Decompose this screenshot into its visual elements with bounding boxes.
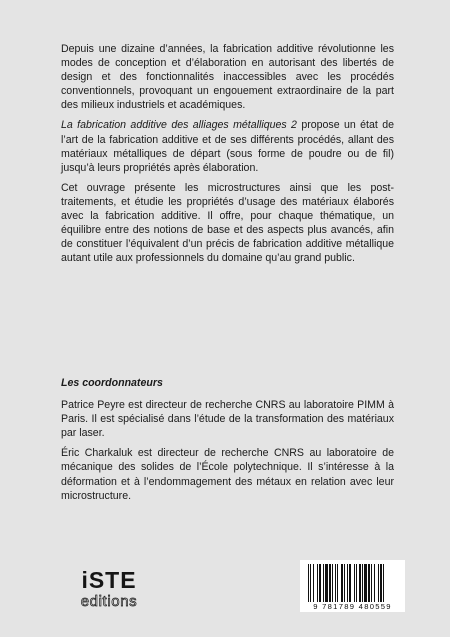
authors-section	[61, 376, 394, 509]
authors-heading: Les coordonnateurs	[61, 377, 163, 389]
barcode-bar	[383, 564, 384, 602]
intro-paragraph-1: Depuis une dizaine d’années, la fabrication additive révolutionne les modes de conception et d’élaboration en autorisant des libertés de design et des fonctionnalités inaccessibles avec les procédés conventionnels, provoquant un engouement extraordinaire de la part des milieux industriels et académiques.	[61, 43, 394, 112]
isbn-number: 9 781789 480559	[313, 602, 392, 611]
barcode-bar	[364, 564, 367, 602]
isbn-barcode	[300, 560, 405, 612]
barcode-bar	[329, 564, 331, 602]
barcode-bar	[354, 564, 355, 602]
barcode-bar	[378, 564, 379, 602]
intro-paragraph-2	[61, 118, 394, 174]
barcode-bar	[362, 564, 363, 602]
barcode-bar	[335, 564, 336, 602]
barcode-bar	[319, 564, 321, 602]
barcode-bar	[347, 564, 348, 602]
barcode-bar	[371, 564, 372, 602]
barcode-bar	[325, 564, 328, 602]
barcode-bar	[368, 564, 370, 602]
barcode-bar	[313, 564, 314, 602]
barcode-bar	[323, 564, 324, 602]
barcode-bar	[344, 564, 345, 602]
barcode-bar	[317, 564, 318, 602]
intro-paragraph-3: Cet ouvrage présente les microstructures ainsi que les post-traitements, et étudie les propriétés d’usage des matériaux élaborés avec la fabrication additive. Il offre, pour chaque thématique, un équilibre entre des notions de base et des aspects plus avancés, afin de constituer l’équivalent d’un précis de fabrication additive métallique autant utile aux professionnels du domaine qu’au grand public.	[61, 181, 394, 265]
barcode-bar	[308, 564, 309, 602]
barcode-bar	[337, 564, 338, 602]
barcode-bar	[359, 564, 361, 602]
author-bio-2: Éric Charkaluk est directeur de recherche CNRS au laboratoire de mécanique des solides de l’École polytechnique. Il s’intéresse à la déformation et à l’endommagement des métaux en relation avec leur microstructure.	[61, 447, 394, 502]
logo-wordmark: iSTE	[81, 567, 137, 593]
barcode-bar	[374, 564, 375, 602]
barcode-bar	[349, 564, 351, 602]
barcode-bar	[356, 564, 357, 602]
logo-subtitle: editions	[80, 593, 138, 609]
barcode-bar	[332, 564, 333, 602]
barcode-bar	[310, 564, 311, 602]
author-bio-1: Patrice Peyre est directeur de recherche CNRS au laboratoire PIMM à Paris. Il est spécialisé dans l’étude de la transformation des matériaux par laser.	[61, 399, 394, 440]
intro-paragraph-2-text: propose un état de l’art de la fabrication additive et de ses différents procédés, allant des matériaux métalliques de départ (sous forme de poudre ou de fil) jusqu’à leurs propriétés après élaboration.	[61, 119, 394, 174]
back-cover-description	[61, 42, 394, 271]
book-title: La fabrication additive des alliages métalliques 2	[61, 119, 297, 132]
barcode-bar	[380, 564, 382, 602]
barcode-bar	[341, 564, 343, 602]
iste-editions-logo	[71, 565, 147, 609]
